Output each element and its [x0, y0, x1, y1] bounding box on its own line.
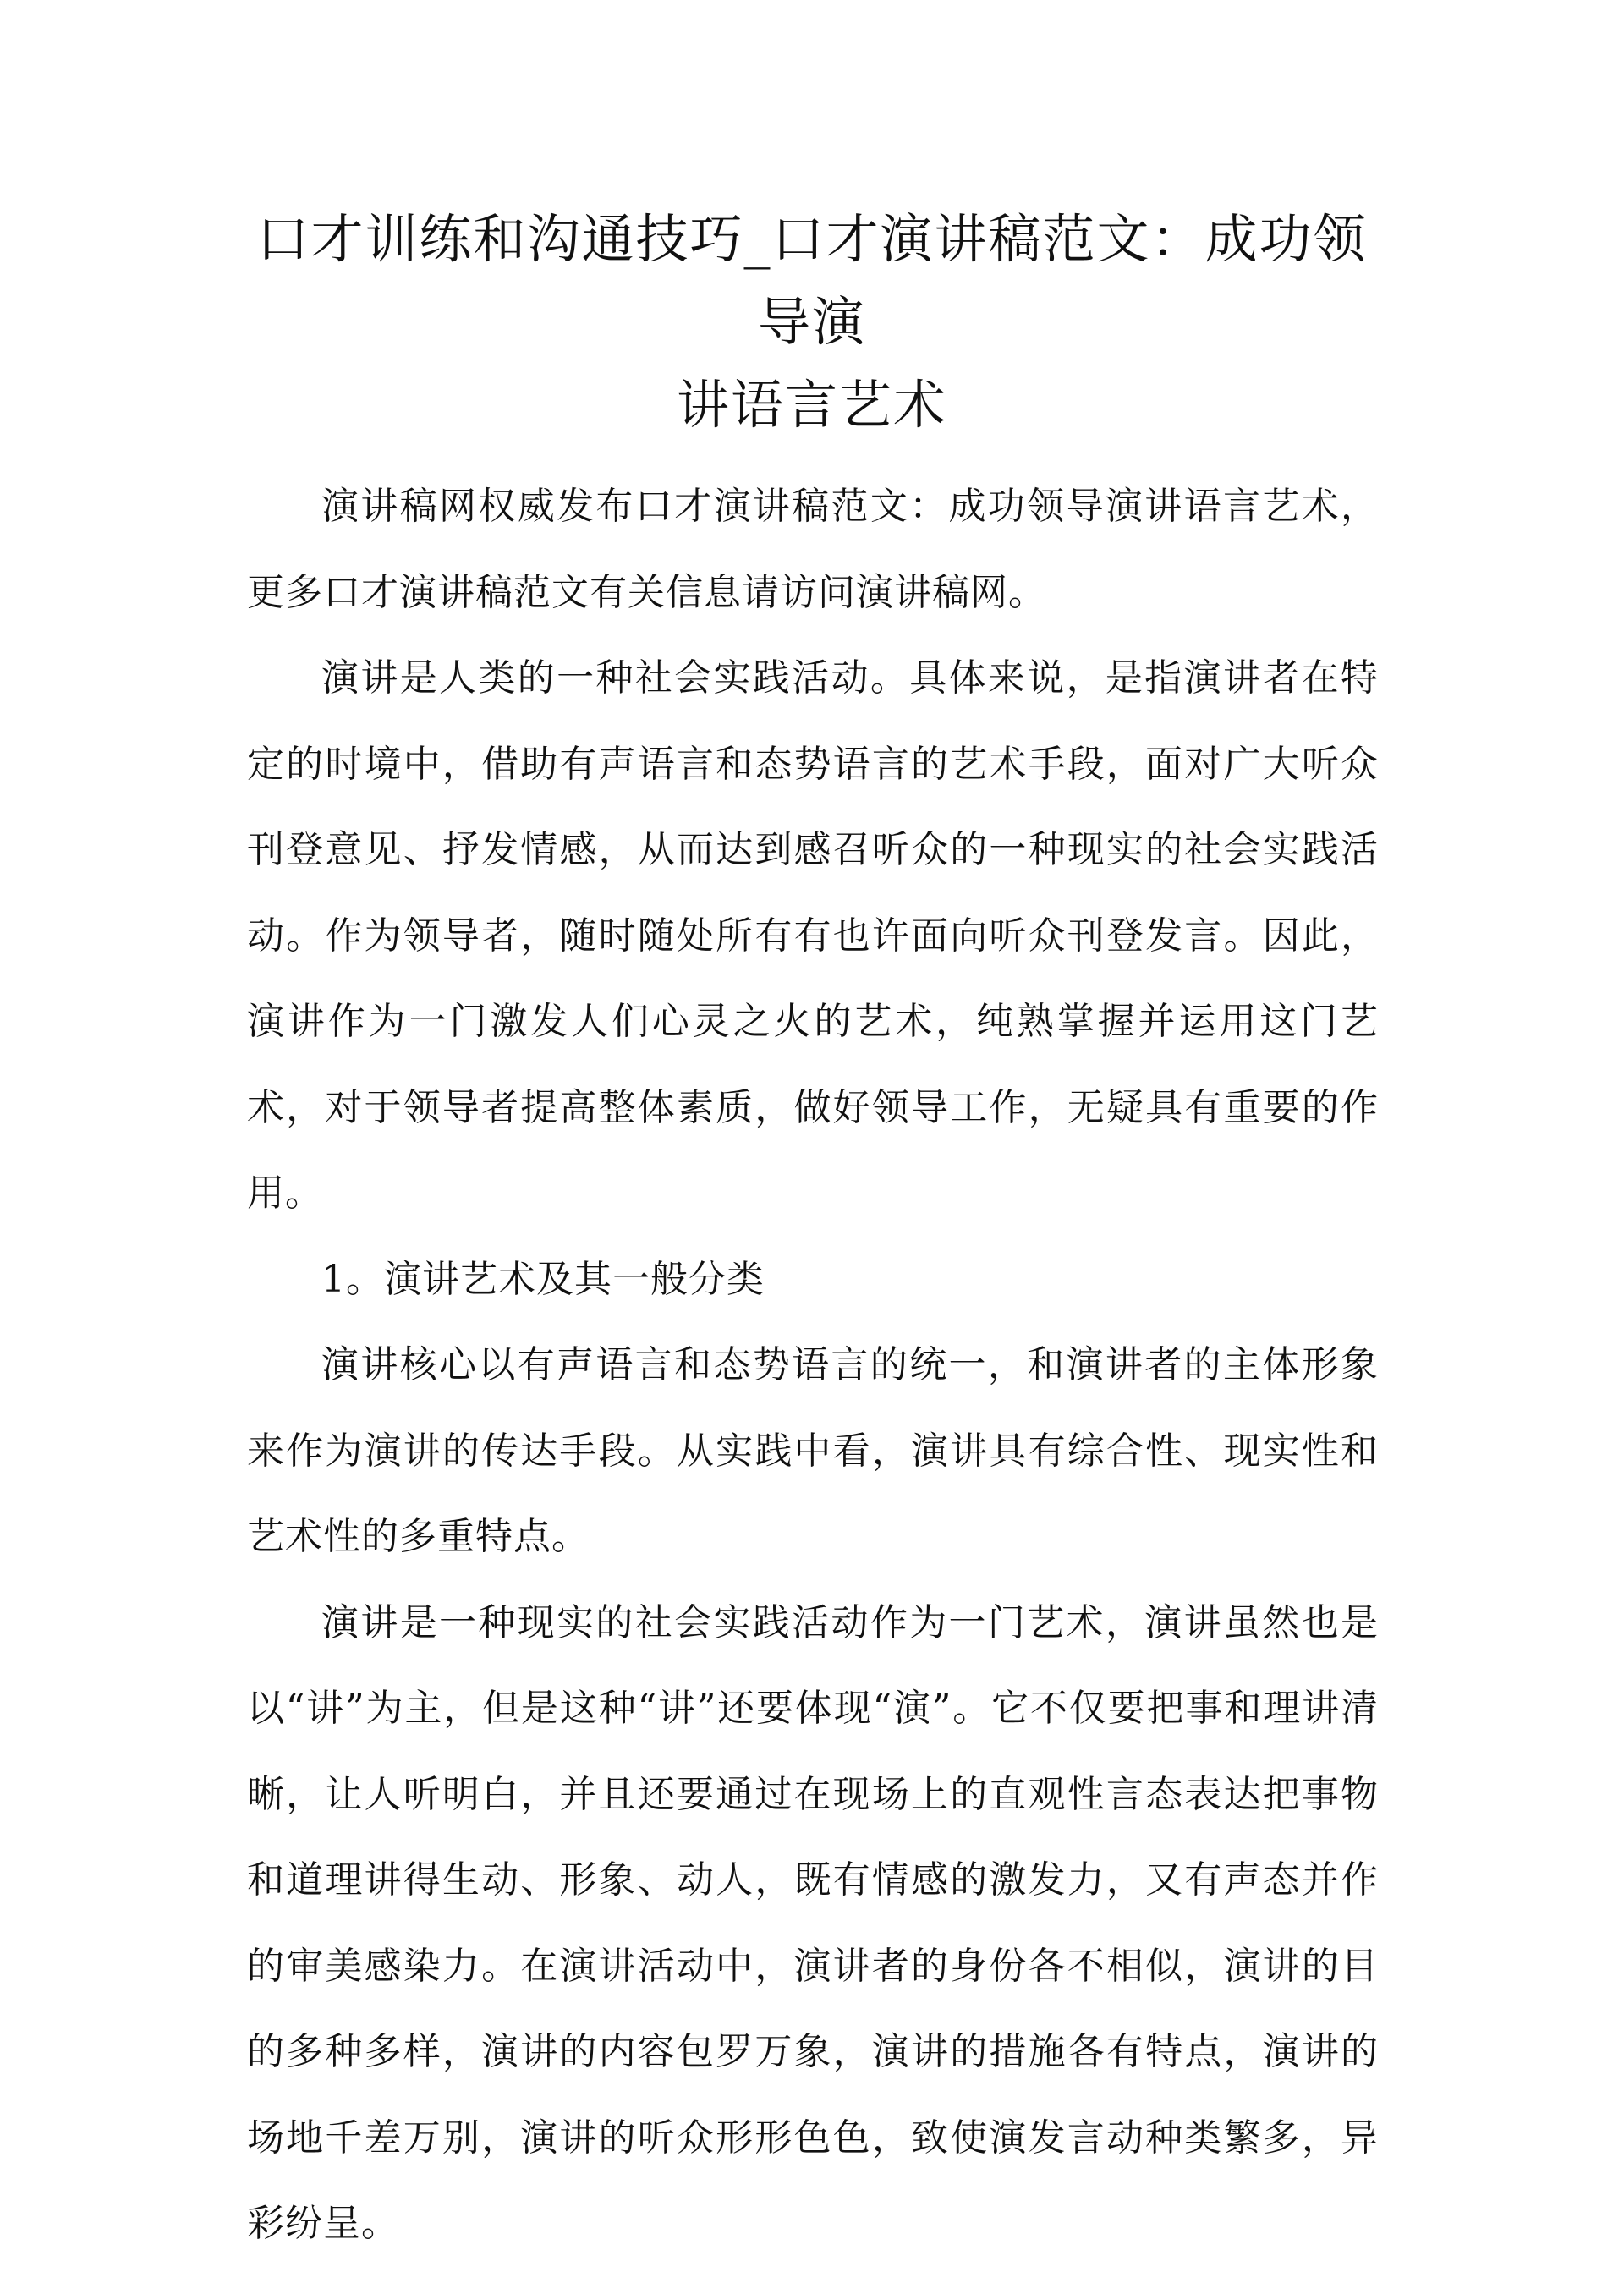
paragraph-practice: 演讲是一种现实的社会实践活动作为一门艺术，演讲虽然也是以“讲”为主，但是这种“讲”还要体现“演”。它不仅要把事和理讲清晰，让人听明白，并且还要通过在现场上的直观性言态表达把事物和道理讲得生动、形象、动人，既有情感的激发力，又有声态并作的审美感染力。在演讲活动中，演讲者的身份各不相似，演讲的目的多种多样，演讲的内容包罗万象，演讲的措施各有特点，演讲的场地千差万别，演讲的听众形形色色，致使演发言动种类繁多，异彩纷呈。	[247, 1600, 1379, 2245]
section-heading: 1。演讲艺术及其一般分类	[321, 1257, 765, 1301]
title-line-1: 口才训练和沟通技巧_口才演讲稿范文：成功领导演	[256, 208, 1368, 353]
document-body	[247, 464, 1379, 2267]
paragraph-characteristics: 演讲核心以有声语言和态势语言的统一，和演讲者的主体形象来作为演讲的传达手段。从实践中看，演讲具有综合性、现实性和艺术性的多重特点。	[247, 1343, 1379, 1558]
paragraph-definition: 演讲是人类的一种社会实践活动。具体来说，是指演讲者在特定的时境中，借助有声语言和态势语言的艺术手段，面对广大听众刊登意见、抒发情感，从而达到感召听众的一种现实的社会实践活动。作为领导者，随时随处所有有也许面向听众刊登发言。因此，演讲作为一门激发人们心灵之火的艺术，纯熟掌握并运用这门艺术，对于领导者提高整体素质，做好领导工作，无疑具有重要的作用。	[247, 656, 1379, 1215]
title-line-2: 讲语言艺术	[676, 374, 947, 436]
paragraph-intro: 演讲稿网权威发布口才演讲稿范文：成功领导演讲语言艺术，更多口才演讲稿范文有关信息请访问演讲稿网。	[247, 485, 1379, 614]
document-title	[245, 198, 1379, 447]
